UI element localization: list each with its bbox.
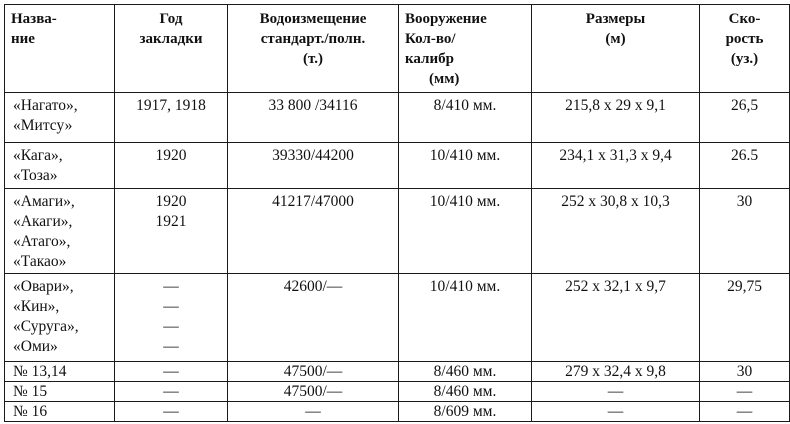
table-row — [5, 274, 790, 362]
cell-armament: 8/460 мм. — [399, 382, 532, 402]
cell-displacement: 42600/— — [228, 274, 399, 362]
cell-speed: 26,5 — [700, 93, 790, 143]
cell-name: «Нагато», «Митсу» — [5, 93, 115, 143]
cell-armament: 8/410 мм. — [399, 93, 532, 143]
cell-year: — — [115, 402, 228, 422]
cell-name: № 13,14 — [5, 362, 115, 382]
cell-speed: 26.5 — [700, 143, 790, 189]
cell-dimensions: — — [532, 382, 700, 402]
cell-speed: 30 — [700, 362, 790, 382]
cell-speed: — — [700, 382, 790, 402]
header-dimensions: Размеры (м) — [532, 5, 700, 93]
cell-armament: 10/410 мм. — [399, 274, 532, 362]
cell-year: — — — — — [115, 274, 228, 362]
cell-speed: 29,75 — [700, 274, 790, 362]
table-row — [5, 143, 790, 189]
cell-name: № 16 — [5, 402, 115, 422]
cell-year: 1920 1921 — [115, 189, 228, 274]
cell-year: 1917, 1918 — [115, 93, 228, 143]
cell-dimensions: 234,1 x 31,3 x 9,4 — [532, 143, 700, 189]
cell-dimensions: 279 x 32,4 x 9,8 — [532, 362, 700, 382]
cell-dimensions: — — [532, 402, 700, 422]
cell-displacement: 47500/— — [228, 382, 399, 402]
header-row — [5, 5, 790, 93]
header-year: Год закладки — [115, 5, 228, 93]
cell-year: 1920 — [115, 143, 228, 189]
battleship-specs-table — [4, 4, 790, 422]
cell-year: — — [115, 382, 228, 402]
table-row — [5, 402, 790, 422]
cell-displacement: 39330/44200 — [228, 143, 399, 189]
cell-year: — — [115, 362, 228, 382]
cell-displacement: — — [228, 402, 399, 422]
cell-armament: 10/410 мм. — [399, 143, 532, 189]
cell-armament: 8/460 мм. — [399, 362, 532, 382]
table-row — [5, 189, 790, 274]
cell-name: «Амаги», «Акаги», «Атаго», «Такао» — [5, 189, 115, 274]
header-displacement: Водоизмещение стандарт./полн. (т.) — [228, 5, 399, 93]
cell-speed: 30 — [700, 189, 790, 274]
cell-name: № 15 — [5, 382, 115, 402]
header-speed: Ско- рость (уз.) — [700, 5, 790, 93]
header-armament: Вооружение Кол-во/ калибр (мм) — [399, 5, 532, 93]
cell-armament: 8/609 мм. — [399, 402, 532, 422]
cell-displacement: 33 800 /34116 — [228, 93, 399, 143]
table-row — [5, 93, 790, 143]
cell-armament: 10/410 мм. — [399, 189, 532, 274]
header-name: Назва- ние — [5, 5, 115, 93]
cell-dimensions: 215,8 x 29 x 9,1 — [532, 93, 700, 143]
table-row — [5, 382, 790, 402]
cell-dimensions: 252 x 30,8 x 10,3 — [532, 189, 700, 274]
cell-name: «Кага», «Тоза» — [5, 143, 115, 189]
cell-displacement: 41217/47000 — [228, 189, 399, 274]
cell-speed: — — [700, 402, 790, 422]
cell-name: «Овари», «Кин», «Суруга», «Оми» — [5, 274, 115, 362]
cell-displacement: 47500/— — [228, 362, 399, 382]
cell-dimensions: 252 x 32,1 x 9,7 — [532, 274, 700, 362]
table-row — [5, 362, 790, 382]
